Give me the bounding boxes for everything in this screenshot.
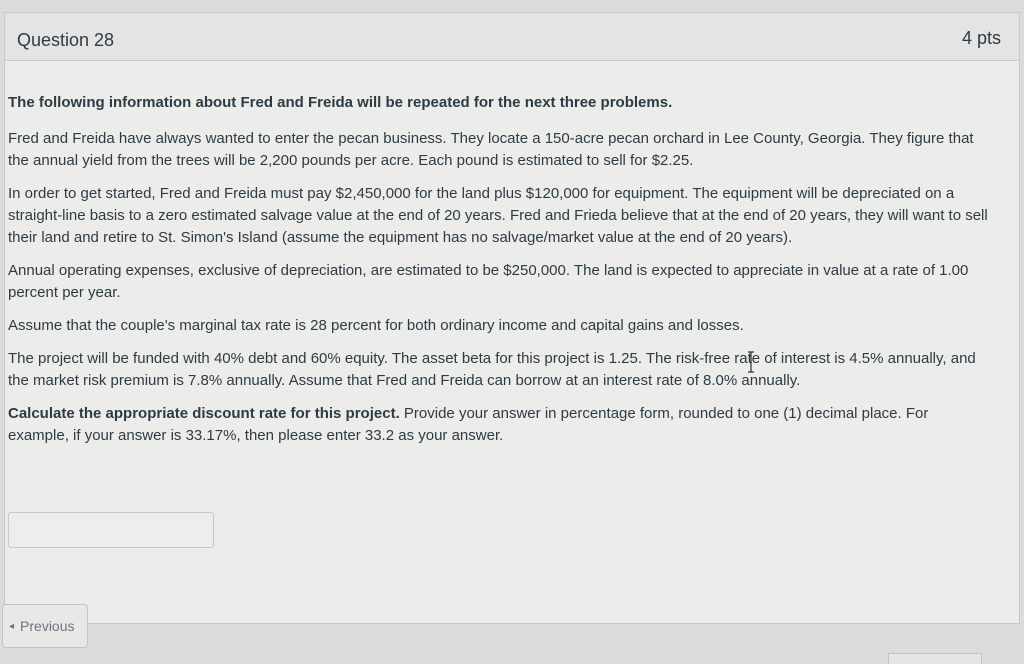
question-title: Question 28 [17,30,115,50]
question-paragraph-1: Fred and Freida have always wanted to enter the pecan business. They locate a 150-acre pecan orchard in Lee County, Georgia. They figure that the annual yield from the trees will be 2,200 pounds per acre. Each pound is estimated to sell for $2.25. [8,130,974,169]
question-paragraph-4: Assume that the couple's marginal tax rate is 28 percent for both ordinary income and capital gains and losses. [8,317,744,334]
next-button-edge[interactable] [888,653,982,664]
question-paragraph-5: The project will be funded with 40% debt and 60% equity. The asset beta for this project is 1.25. The risk-free rate of interest is 4.5% annually, and the market risk premium is 7.8% annually. Assume that Fred and Freida can borrow at an interest rate of 8.0% annually. [8,350,976,389]
question-intro: The following information about Fred and Freida will be repeated for the next three problems. [8,94,673,111]
question-body [8,92,988,458]
chevron-left-icon: ◂ [9,620,15,632]
previous-button[interactable] [2,604,88,648]
question-instruction [8,403,988,447]
text-cursor-icon [746,351,756,373]
question-paragraph-2: In order to get started, Fred and Freida must pay $2,450,000 for the land plus $120,000 for equipment. The equipment will be depreciated on a straight-line basis to a zero estimated salvage value at the end of 20 years. Fred and Frieda believe that at the end of 20 years, they will want to sell their land and retire to St. Simon's Island (assume the equipment has no salvage/market value at the end of 20 years). [8,185,988,246]
previous-label: Previous [20,618,75,634]
answer-input[interactable] [8,512,214,548]
instruction-bold: Calculate the appropriate discount rate for this project. [8,405,400,422]
instruction-rest: Provide your answer in percentage form, rounded to one (1) decimal place. For example, if your answer is 33.17%, then please enter 33.2 as your answer. [8,405,929,444]
question-header [5,13,1019,61]
question-paragraph-3: Annual operating expenses, exclusive of depreciation, are estimated to be $250,000. The land is expected to appreciate in value at a rate of 1.00 percent per year. [8,262,969,301]
question-points: 4 pts [961,28,1001,48]
